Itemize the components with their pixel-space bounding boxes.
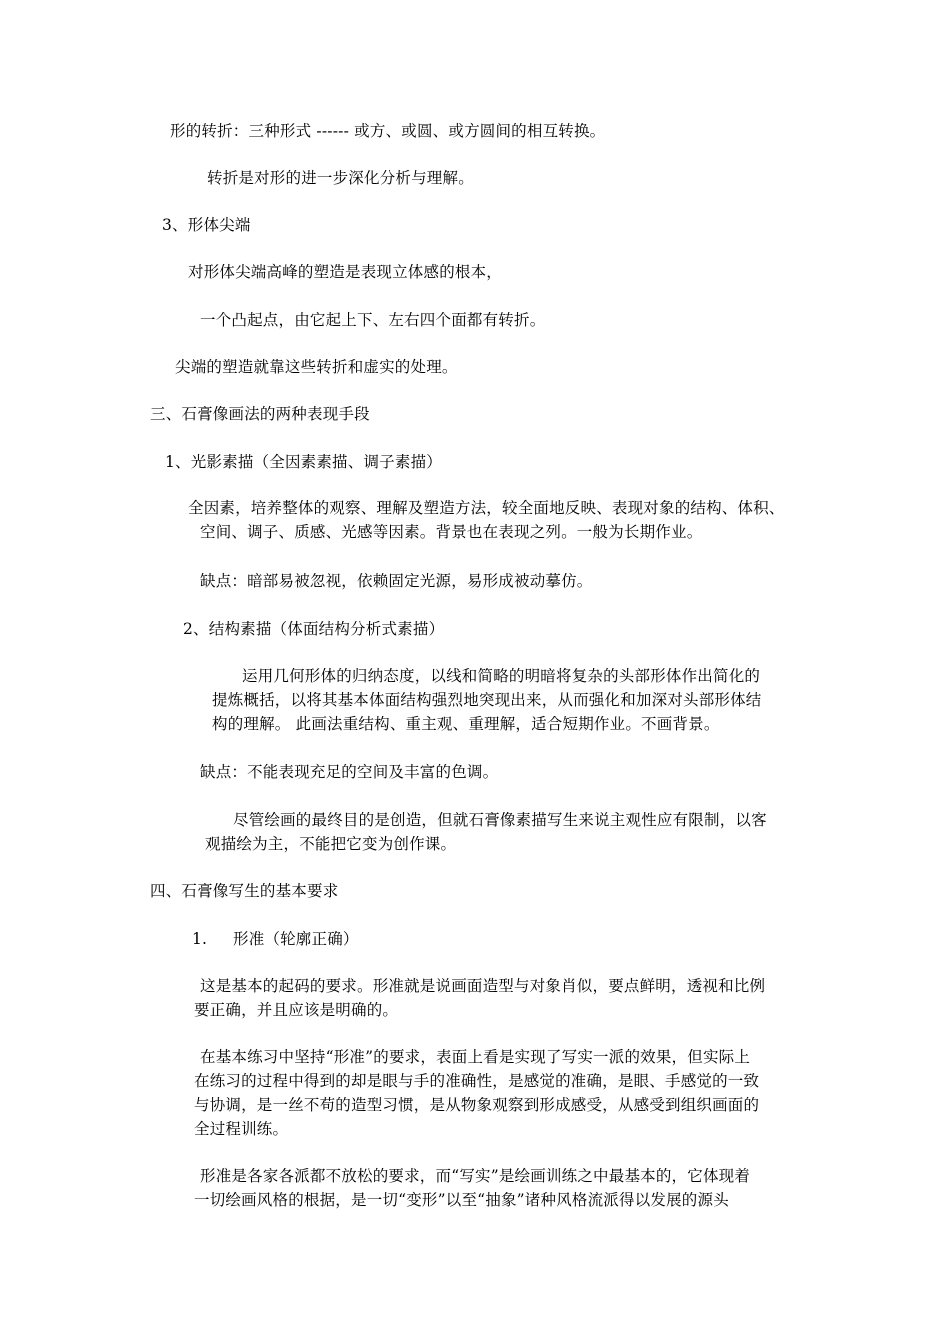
paragraph bbox=[194, 974, 765, 1022]
text-line: 缺点：暗部易被忽视，依赖固定光源，易形成被动摹仿。 bbox=[200, 572, 593, 590]
text-line: 一切绘画风格的根据，是一切“变形”以至“抽象”诸种风格流派得以发展的源头 bbox=[194, 1191, 729, 1209]
text-line: 空间、调子、质感、光感等因素。背景也在表现之列。一般为长期作业。 bbox=[200, 523, 703, 541]
chapter-heading: 四、石膏像写生的基本要求 bbox=[150, 882, 339, 900]
text-line: 在基本练习中坚持“形准”的要求，表面上看是实现了写实一派的效果，但实际上 bbox=[200, 1048, 751, 1066]
paragraph bbox=[205, 808, 767, 856]
text-line: 尽管绘画的最终目的是创造，但就石膏像素描写生来说主观性应有限制，以客 bbox=[233, 811, 767, 829]
list-number: 1. bbox=[192, 930, 208, 948]
text-line: 全因素，培养整体的观察、理解及塑造方法，较全面地反映、表现对象的结构、体积、 bbox=[188, 499, 785, 517]
text-line: 一个凸起点，由它起上下、左右四个面都有转折。 bbox=[200, 311, 546, 329]
text-line: 尖端的塑造就靠这些转折和虚实的处理。 bbox=[175, 358, 458, 376]
text-line: 要正确，并且应该是明确的。 bbox=[194, 1001, 399, 1019]
paragraph bbox=[212, 664, 762, 736]
section-heading: 形准（轮廓正确） bbox=[233, 930, 359, 948]
section-heading: 1、光影素描（全因素素描、调子素描） bbox=[165, 453, 442, 471]
text-line: 对形体尖端高峰的塑造是表现立体感的根本， bbox=[188, 263, 503, 281]
text-line: 形准是各家各派都不放松的要求，而“写实”是绘画训练之中最基本的，它体现着 bbox=[200, 1167, 751, 1185]
paragraph bbox=[188, 496, 785, 544]
text-line: 与协调，是一丝不苟的造型习惯，是从物象观察到形成感受，从感受到组织画面的 bbox=[194, 1096, 760, 1114]
chapter-heading: 三、石膏像画法的两种表现手段 bbox=[150, 405, 370, 423]
text-line: 全过程训练。 bbox=[194, 1120, 289, 1138]
text-line: 构的理解。 此画法重结构、重主观、重理解，适合短期作业。不画背景。 bbox=[212, 715, 720, 733]
text-line: 转折是对形的进一步深化分析与理解。 bbox=[207, 169, 474, 187]
text-line: 提炼概括，以将其基本体面结构强烈地突现出来，从而强化和加深对头部形体结 bbox=[212, 691, 762, 709]
text-line: 形的转折：三种形式 ------ 或方、或圆、或方圆间的相互转换。 bbox=[170, 122, 606, 140]
section-heading: 3、形体尖端 bbox=[162, 216, 251, 234]
paragraph bbox=[194, 1164, 750, 1212]
text-line: 在练习的过程中得到的却是眼与手的准确性，是感觉的准确，是眼、手感觉的一致 bbox=[194, 1072, 760, 1090]
text-line: 运用几何形体的归纳态度，以线和简略的明暗将复杂的头部形体作出简化的 bbox=[242, 667, 761, 685]
text-line: 缺点：不能表现充足的空间及丰富的色调。 bbox=[200, 763, 499, 781]
text-line: 观描绘为主，不能把它变为创作课。 bbox=[205, 835, 457, 853]
paragraph bbox=[194, 1045, 759, 1141]
section-heading: 2、结构素描（体面结构分析式素描） bbox=[183, 620, 445, 638]
text-line: 这是基本的起码的要求。形准就是说画面造型与对象肖似，要点鲜明，透视和比例 bbox=[200, 977, 766, 995]
